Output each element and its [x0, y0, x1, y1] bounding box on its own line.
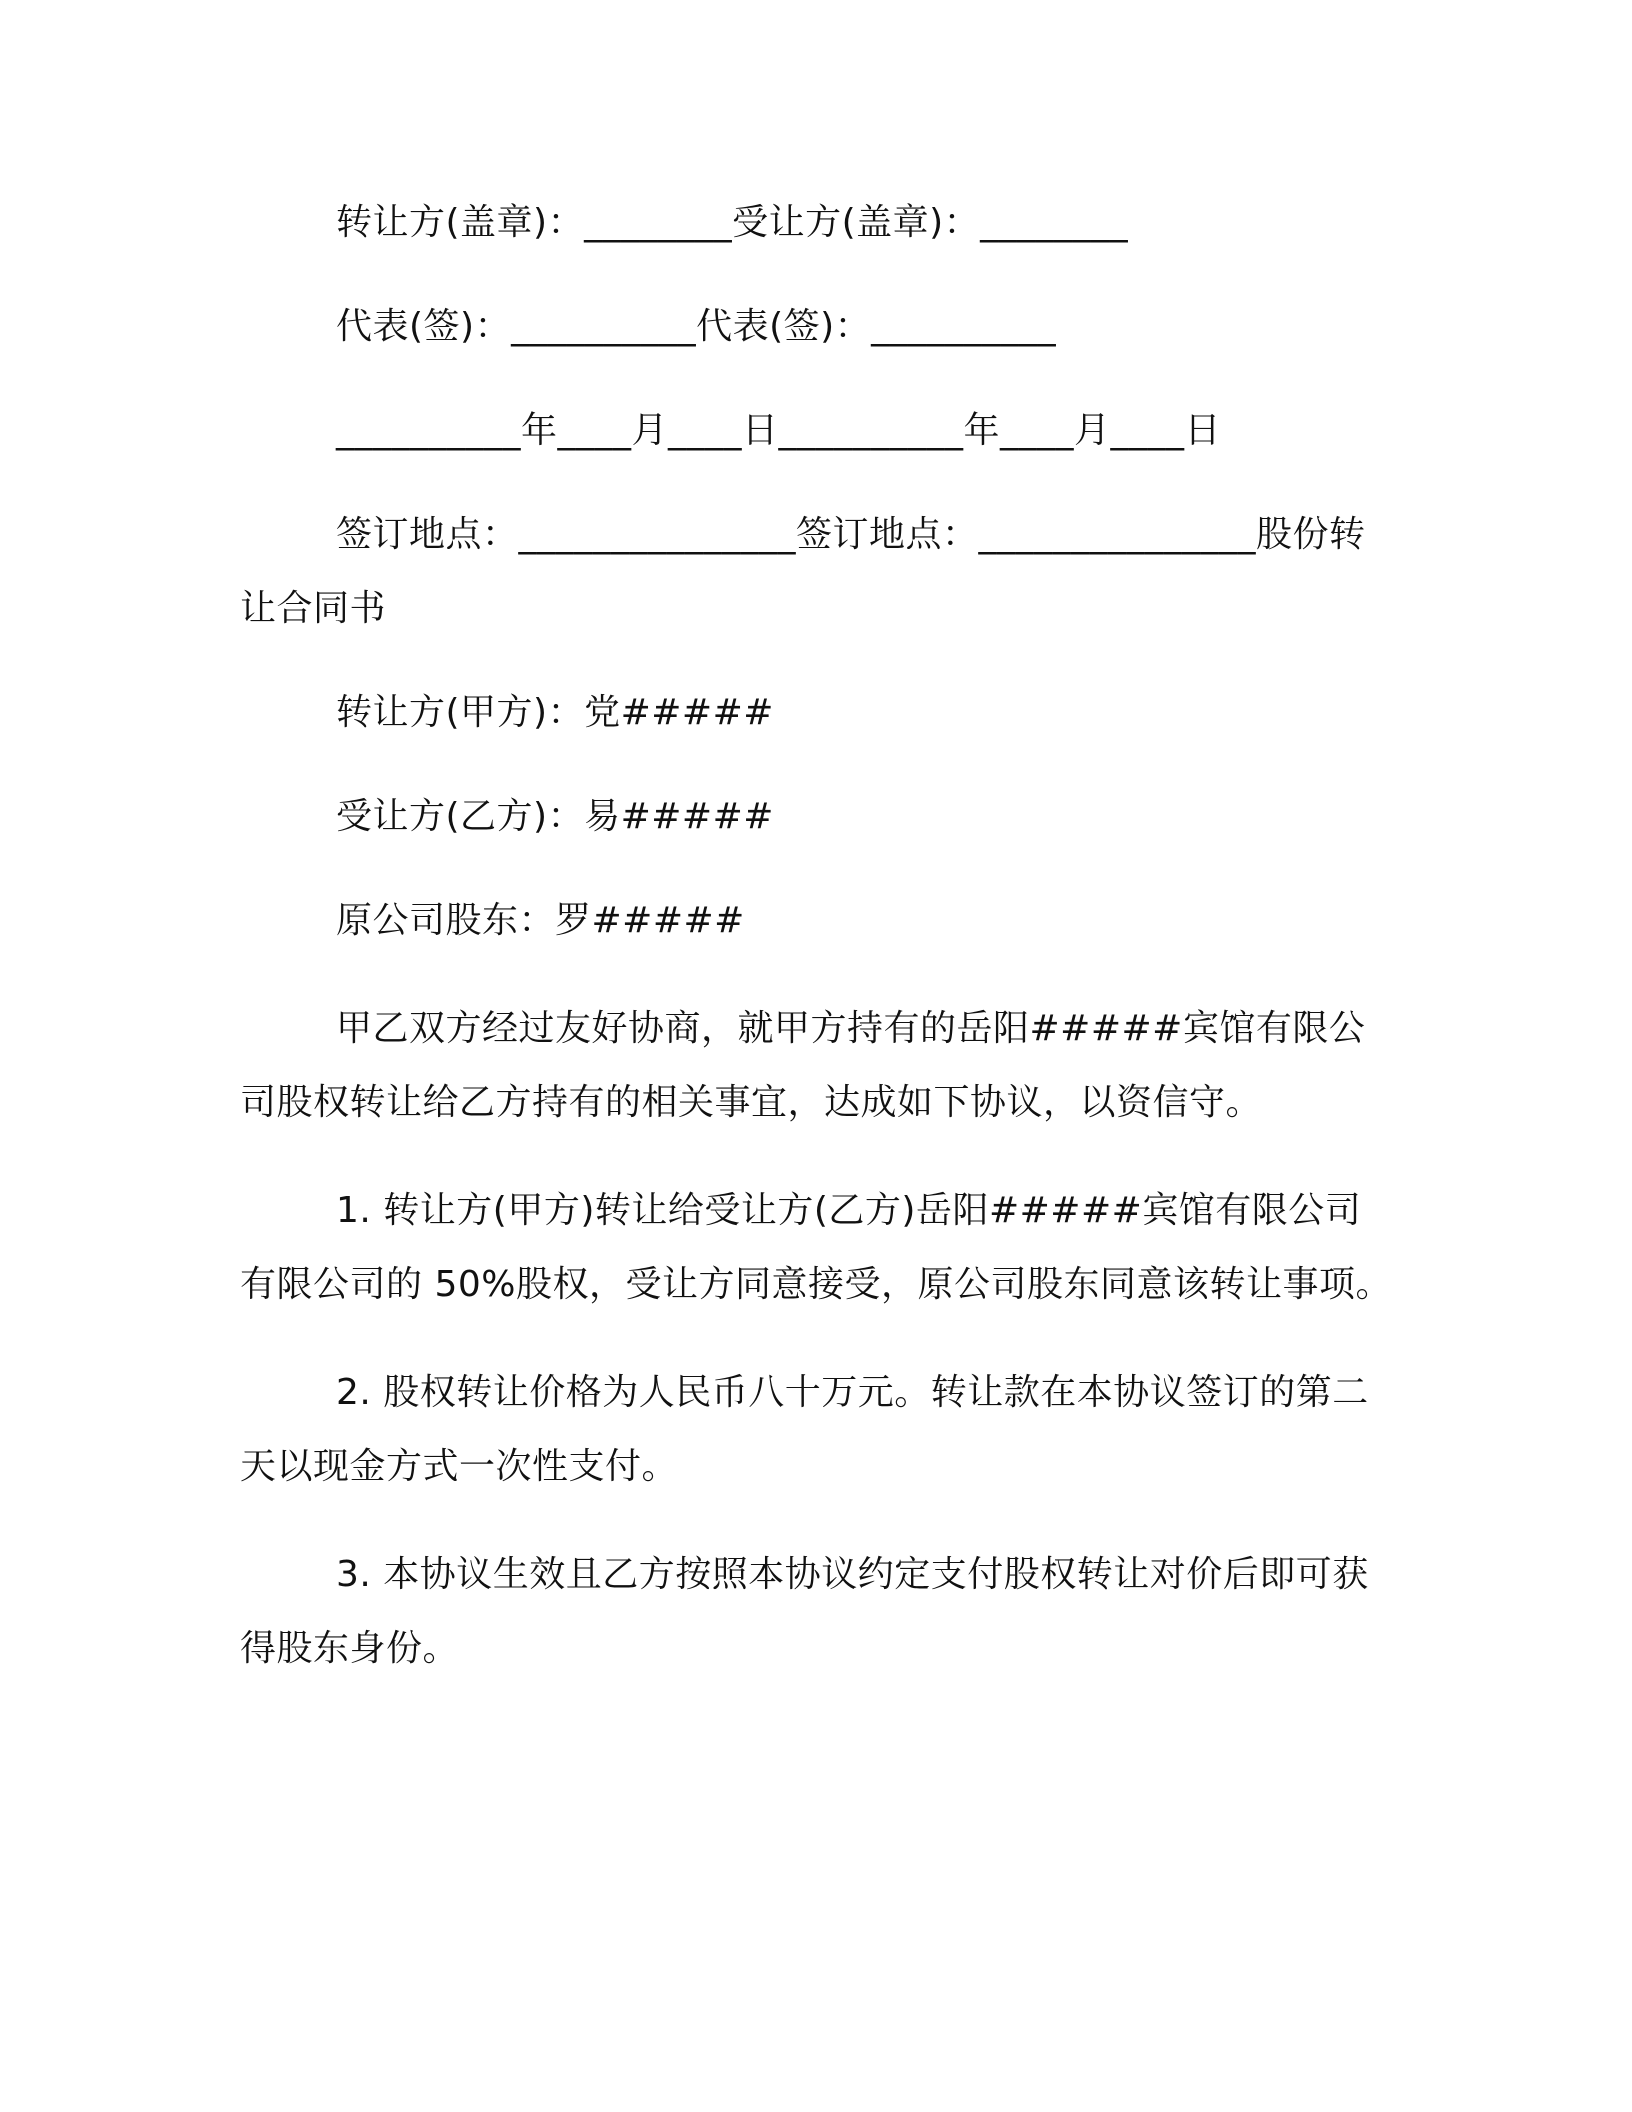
original-shareholder: 原公司股东：罗##### [336, 900, 745, 941]
signature-seal-line: 转让方(盖章)：________受让方(盖章)：________ [336, 202, 1129, 243]
representative-signature-line: 代表(签)：__________代表(签)：__________ [336, 306, 1057, 347]
transferee-party: 受让方(乙方)：易##### [336, 796, 774, 837]
agreement-preamble: 甲乙双方经过友好协商，就甲方持有的岳阳#####宾馆有限公司股权转让给乙方持有的相关事宜，达成如下协议，以资信守。 [240, 1008, 1366, 1123]
clause-2: 2. 股权转让价格为人民币八十万元。转让款在本协议签订的第二天以现金方式一次性支付。 [240, 1372, 1369, 1487]
transferor-party: 转让方(甲方)：党##### [336, 692, 774, 733]
clause-1: 1. 转让方(甲方)转让给受让方(乙方)岳阳#####宾馆有限公司有限公司的 50%股权，受让方同意接受，原公司股东同意该转让事项。 [240, 1190, 1392, 1305]
document-body [240, 186, 1392, 1720]
clause-3: 3. 本协议生效且乙方按照本协议约定支付股权转让对价后即可获得股东身份。 [240, 1554, 1369, 1669]
signing-date-line: __________年____月____日__________年____月____日 [336, 410, 1221, 451]
signing-place-and-title: 签订地点：_______________签订地点：_______________股份转让合同书 [240, 514, 1366, 629]
